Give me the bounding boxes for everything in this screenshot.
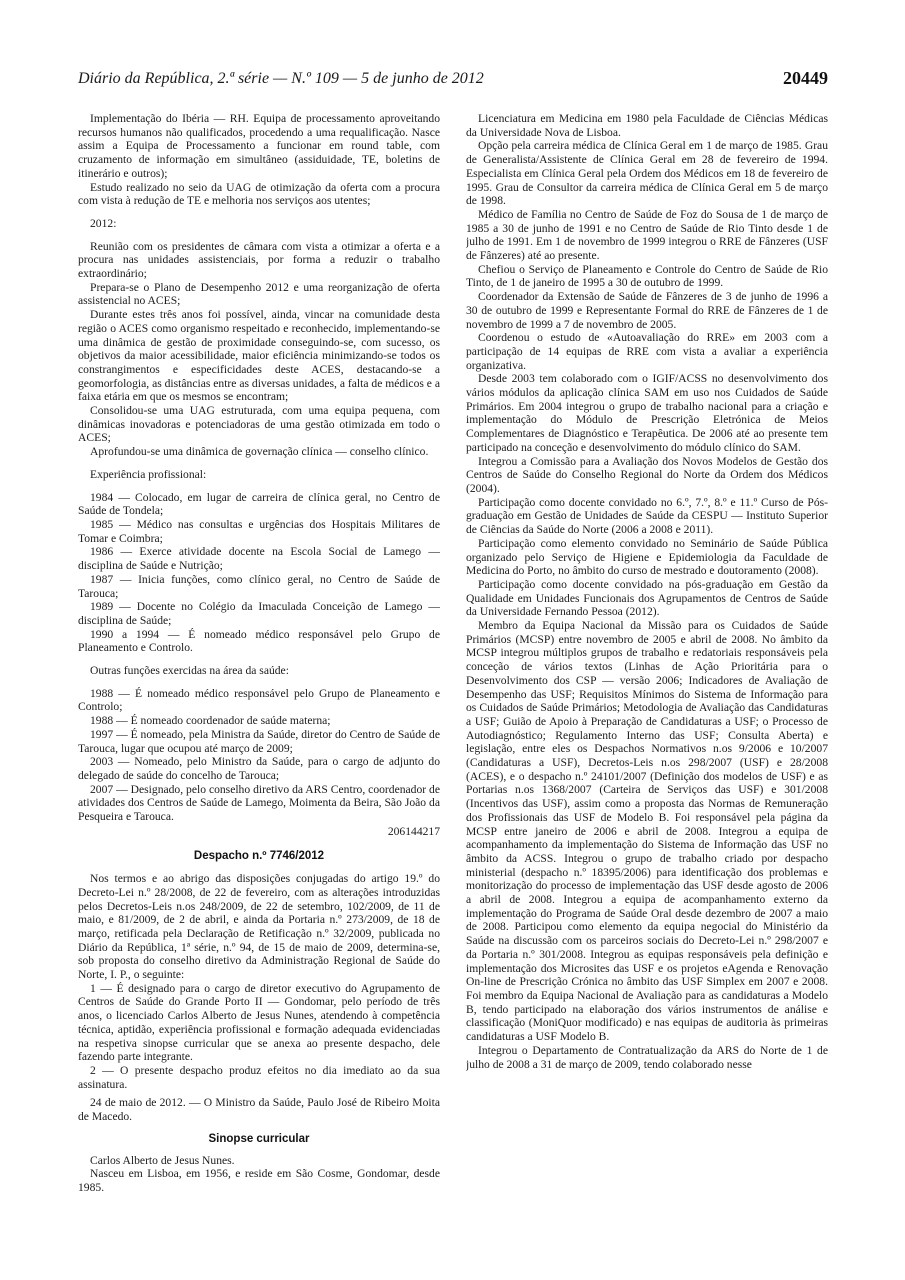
paragraph: Consolidou-se uma UAG estruturada, com uma equipa pequena, com dinâmicas inovadoras e potenciadoras de uma gestão otimizada em todo o ACES; bbox=[78, 404, 440, 445]
paragraph: Chefiou o Serviço de Planeamento e Controle do Centro de Saúde de Rio Tinto, de 1 de janeiro de 1995 a 30 de outubro de 1999. bbox=[466, 262, 828, 290]
paragraph: Reunião com os presidentes de câmara com vista a otimizar a oferta e a procura nas unidades assistenciais, por forma a reduzir o trabalho extraordinário; bbox=[78, 239, 440, 281]
paragraph: Participação como docente convidado na pós-graduação em Gestão da Qualidade em Unidades Funcionais dos Agrupamentos de Centros de Saúde da Universidade Fernando Pessoa (2012). bbox=[466, 577, 828, 619]
journal-title: Diário da República, 2.ª série — N.º 109 — 5 de junho de 2012 bbox=[78, 70, 484, 87]
paragraph: Coordenou o estudo de «Autoavaliação do RRE» em 2003 com a participação de 14 equipas de RRE com vista a avaliar a experiência organizativa. bbox=[466, 331, 828, 372]
paragraph: Participação como elemento convidado no Seminário de Saúde Pública organizado pelo Serviço de Higiene e Epidemiologia da Faculdade de Medicina do Porto, no âmbito do curso de mestrado e doutoramento (2008). bbox=[466, 536, 828, 578]
paragraph: 1988 — É nomeado coordenador de saúde materna; bbox=[90, 714, 331, 728]
document-code: 206144217 bbox=[387, 824, 440, 838]
paragraph: Participação como docente convidado no 6.º, 7.º, 8.º e 11.º Curso de Pós-graduação em Gestão de Unidades de Saúde da CESPU — Instituto Superior de Ciências da Saúde do Norte (2006 a 2008 e 2011). bbox=[466, 495, 828, 537]
paragraph: 1988 — É nomeado médico responsável pelo Grupo de Planeamento e Controlo; bbox=[78, 686, 440, 714]
page-header bbox=[78, 70, 828, 94]
paragraph: Estudo realizado no seio da UAG de otimização da oferta com a procura com vista à redução de TE e melhoria nos serviços aos utentes; bbox=[78, 180, 440, 208]
signature-paragraph: 24 de maio de 2012. — O Ministro da Saúde, Paulo José de Ribeiro Moita de Macedo. bbox=[78, 1096, 440, 1124]
paragraph: Implementação do Ibéria — RH. Equipa de processamento aproveitando recursos humanos não qualificados, procedendo a uma requalificação. Nasce assim a Equipa de Processamento a funcionar em round table, com cruzamento de informação em simultâneo (assiduidade, TE, boletins de itinerário e outros); bbox=[78, 112, 440, 180]
paragraph: 2007 — Designado, pelo conselho diretivo da ARS Centro, coordenador de atividades dos Centros de Saúde de Lamego, Moimenta da Beira, São João da Pesqueira e Tarouca. bbox=[78, 782, 440, 824]
paragraph: 2012: bbox=[90, 216, 117, 230]
paragraph: 1989 — Docente no Colégio da Imaculada Conceição de Lamego — disciplina de Saúde; bbox=[78, 600, 440, 627]
paragraph: Nasceu em Lisboa, em 1956, e reside em São Cosme, Gondomar, desde 1985. bbox=[78, 1167, 440, 1194]
paragraph: Médico de Família no Centro de Saúde de Foz do Sousa de 1 de março de 1985 a 30 de junho de 1991 e no Centro de Saúde de Rio Tinto desde 1 de julho de 1991. Em 1 de novembro de 1999 integrou o RRE de Fânzeres (USF de Fânzeres) até ao presente. bbox=[466, 207, 828, 263]
despacho-heading: Despacho n.º 7746/2012 bbox=[193, 850, 325, 863]
section-label: Outras funções exercidas na área da saúde: bbox=[90, 664, 289, 678]
paragraph: Licenciatura em Medicina em 1980 pela Faculdade de Ciências Médicas da Universidade Nova de Lisboa. bbox=[466, 112, 828, 139]
paragraph: 1987 — Inicia funções, como clínico geral, no Centro de Saúde de Tarouca; bbox=[78, 572, 440, 600]
paragraph: 1997 — É nomeado, pela Ministra da Saúde, diretor do Centro de Saúde de Tarouca, lugar que ocupou até março de 2009; bbox=[78, 727, 440, 755]
page-number: 20449 bbox=[783, 68, 828, 88]
sinopse-heading: Sinopse curricular bbox=[208, 1132, 310, 1145]
paragraph: Carlos Alberto de Jesus Nunes. bbox=[90, 1153, 235, 1167]
paragraph: 1985 — Médico nas consultas e urgências dos Hospitais Militares de Tomar e Coimbra; bbox=[78, 517, 440, 545]
paragraph: Integrou a Comissão para a Avaliação dos Novos Modelos de Gestão dos Centros de Saúde do Conselho Regional do Norte da Ordem dos Médicos (2004). bbox=[466, 454, 828, 495]
right-column bbox=[466, 112, 828, 1272]
paragraph: 2003 — Nomeado, pelo Ministro da Saúde, para o cargo de adjunto do delegado de saúde do concelho de Tarouca; bbox=[78, 755, 440, 782]
left-column bbox=[78, 112, 440, 1272]
paragraph: Prepara-se o Plano de Desempenho 2012 e uma reorganização de oferta assistencial no ACES; bbox=[78, 280, 440, 308]
paragraph: Durante estes três anos foi possível, ainda, vincar na comunidade desta região o ACES como organismo respeitado e reconhecido, implementando-se uma dinâmica de gestão de proximidade conseguindo-se, com sucesso, os objetivos da maior acessibilidade, maior eficiência minimizando-se todos os constrangimentos e especificidades deste ACES, destacando-se a geomorfologia, as distâncias entre as diversas unidades, a falta de médicos e a faixa etária em que os mesmos se encontram; bbox=[78, 308, 440, 404]
paragraph: Opção pela carreira médica de Clínica Geral em 1 de março de 1985. Grau de Generalista/Assistente de Clínica Geral em 28 de fevereiro de 1994. Especialista em Clínica Geral pela Ordem dos Médicos em 18 de fevereiro de 1995. Grau de Consultor da carreira médica de Clínica Geral em 5 de março de 1998. bbox=[466, 139, 828, 208]
paragraph: 1986 — Exerce atividade docente na Escola Social de Lamego — disciplina de Saúde e Nutrição; bbox=[78, 545, 440, 573]
paragraph: Integrou o Departamento de Contratualização da ARS do Norte de 1 de julho de 2008 a 31 de março de 2009, tendo colaborado nesse bbox=[466, 1043, 828, 1071]
paragraph: 1 — É designado para o cargo de diretor executivo do Agrupamento de Centros de Saúde do Grande Porto II — Gondomar, pelo período de três anos, o licenciado Carlos Alberto de Jesus Nunes, atendendo à competência técnica, aptidão, experiência profissional e formação adequada evidenciadas na respetiva sinopse curricular que se anexa ao presente despacho, dele fazendo parte integrante. bbox=[78, 981, 440, 1064]
paragraph: 1990 a 1994 — É nomeado médico responsável pelo Grupo de Planeamento e Controlo. bbox=[78, 627, 440, 655]
paragraph: Membro da Equipa Nacional da Missão para os Cuidados de Saúde Primários (MCSP) entre novembro de 2005 e abril de 2008. No âmbito da MCSP integrou múltiplos grupos de trabalho e redatoriais responsáveis pela conceção de vários textos (Linhas de Ação Prioritária para o Desenvolvimento dos CSP — versão 2006; Indicadores de Avaliação de Desempenho das USF; Requisitos Mínimos do Sistema de Informação para os Cuidados de Saúde Primários; Metodologia de Avaliação das Candidaturas a USF; Guião de Apoio à Preparação de Candidaturas a USF; o Processo de Autodiagnóstico; Regulamento Interno das USF; Consulta Aberta) e legislação, entre eles os Despachos Normativos n.os 9/2006 e 10/2007 (Candidaturas a USF), Decretos-Leis n.os 298/2007 (USF) e 28/2008 (ACES), e o despacho n.º 24101/2007 (Definição dos modelos de USF) e as Portarias n.os 1368/2007 (Carteira de Serviços das USF) e 301/2008 (Incentivos das USF), assim como a proposta das Normas de Remuneração dos Profissionais das USF de Modelo B. Foi responsável pela página da MCSP entre janeiro de 2006 e abril de 2008. Integrou a equipa de acompanhamento da implementação do Sistema de Informação das USF no âmbito da ACSS. Integrou o grupo de trabalho criado por despacho ministerial (despacho n.º 18395/2006) para identificação dos problemas e monitorização do processo de implementação das USF desde agosto de 2006 a abril de 2008. Integrou a equipa de acompanhamento externo da implementação do Programa de Saúde Oral desde dezembro de 2007 a maio de 2008. Participou como elemento da equipa negocial do Ministério da Saúde na discussão com os parceiros sociais do Decreto-Lei n.º 298/2007 e da Portaria n.º 301/2008. Integrou as equipas responsáveis pela definição e implementação dos Microsites das USF e os projetos eAgenda e Renovação On-line de Prescrição Crónica no âmbito das USF Simplex em 2007 e 2008. Foi membro da Equipa Nacional de Avaliação para as candidaturas a Modelo B, tendo participado na elaboração dos vários instrumentos de análise e classificação (MoniQuor modificado) e nas equipas de auditoria às primeiras candidaturas a USF Modelo B. bbox=[466, 619, 828, 1044]
paragraph: Nos termos e ao abrigo das disposições conjugadas do artigo 19.º do Decreto-Lei n.º 28/2008, de 22 de fevereiro, com as alterações introduzidas pelos Decretos-Leis n.os 248/2009, de 22 de setembro, 102/2009, de 11 de maio, e 81/2009, de 2 de abril, e ainda da Portaria n.º 273/2009, de 18 de março, retificada pela Declaração de Retificação n.º 32/2009, publicada no Diário da República, 1ª série, n.º 94, de 15 de maio de 2009, determina-se, sob proposta do conselho diretivo da Administração Regional de Saúde do Norte, I. P., o seguinte: bbox=[78, 872, 440, 982]
paragraph: 2 — O presente despacho produz efeitos no dia imediato ao da sua assinatura. bbox=[78, 1064, 440, 1091]
section-label: Experiência profissional: bbox=[90, 467, 207, 481]
paragraph: Aprofundou-se uma dinâmica de governação clínica — conselho clínico. bbox=[90, 445, 429, 459]
paragraph: Coordenador da Extensão de Saúde de Fânzeres de 3 de junho de 1996 a 30 de outubro de 1999 e Representante Formal do RRE de Fânzeres de 1 de novembro de 1999 a 7 de novembro de 2005. bbox=[466, 290, 828, 331]
paragraph: 1984 — Colocado, em lugar de carreira de clínica geral, no Centro de Saúde de Tondela; bbox=[78, 490, 440, 518]
paragraph: Desde 2003 tem colaborado com o IGIF/ACSS no desenvolvimento dos vários módulos da aplicação clínica SAM em uso nos Cuidados de Saúde Primários. Em 2004 integrou o grupo de trabalho nacional para a criação e implementação do Módulo de Prescrição Eletrónica de Meios Complementares de Diagnóstico e Terapêutica. De 2006 até ao presente tem participado na conceção e desenvolvimento do módulo clínico do SAM. bbox=[466, 372, 828, 454]
